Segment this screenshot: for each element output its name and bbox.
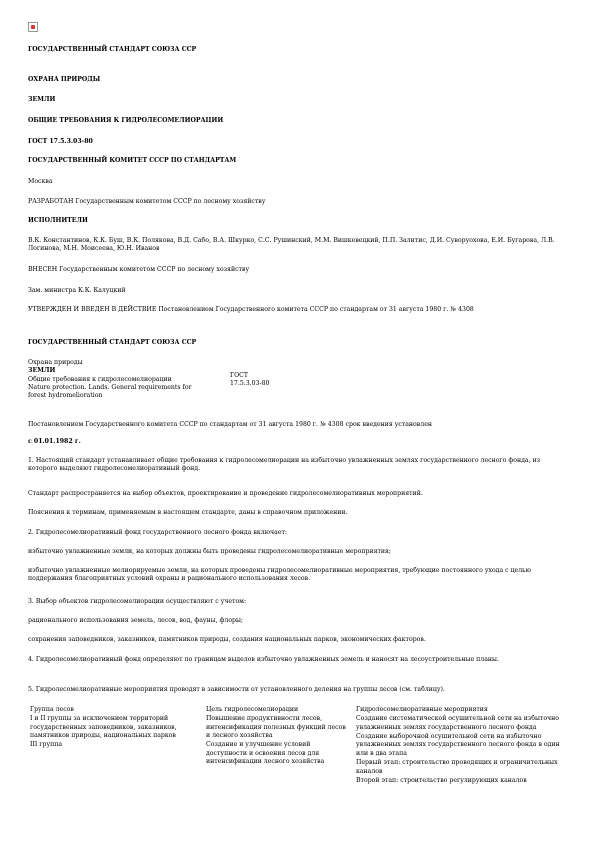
table-cell: Создание и улучшение условий доступности и освоения лесов для интенсификации лесного хозяйства (206, 741, 325, 766)
decree-text: Постановлением Государственного комитета СССР по стандартам от 31 августа 1980 г. № 4308 срок введения установлен (28, 421, 432, 428)
paragraph-1: 1. Настоящий стандарт устанавливает общие требования к гидролесомелиорации на избыточно увлажненных землях государственного лесного фонда, из которого выделяют гидролесомелиоративный фонд. (28, 457, 541, 473)
approval-statement: УТВЕРЖДЕН И ВВЕДЕН В ДЕЙСТВИЕ Постановлением Государственного комитета СССР по стандартам от 31 августа 1980 г. № 4308 (28, 306, 474, 313)
title-line-2: ЗЕМЛИ (28, 96, 56, 103)
table-cell: Повышение продуктивности лесов, интенсификация полезных функций лесов и лесного хозяйства (206, 715, 346, 740)
tb-gost-number: 17.5.3.03-80 (230, 380, 270, 388)
executors-label: ИСПОЛНИТЕЛИ (28, 217, 88, 224)
paragraph-2b: избыточно увлажненные мелиорируемые земли, на которых проведены гидролесомелиоративные мероприятия, требующие постоянного ухода с целью поддержания благоприятных условий охраны и рационального использования лесов. (28, 567, 531, 583)
tb-line-4: Nature protection. Lands. General requirements for (28, 384, 192, 392)
tb-line-1: Охрана природы (28, 359, 83, 366)
effective-date: с 01.01.1982 г. (28, 438, 81, 445)
paragraph-2: 2. Гидролесомелиоративный фонд государственного лесного фонда включает: (28, 529, 288, 536)
table-header-measures: Гидролесомелиоративные мероприятия (356, 706, 488, 713)
tb-line-3: Общие требования к гидролесомелиорации (28, 375, 172, 383)
paragraph-3b: сохранения заповедников, заказников, памятников природы, создания национальных парков, экономических факторов. (28, 636, 426, 643)
standard-union-heading-2: ГОСУДАРСТВЕННЫЙ СТАНДАРТ СОЮЗА ССР (28, 339, 197, 346)
city: Москва (28, 178, 53, 185)
title-line-1: ОХРАНА ПРИРОДЫ (28, 76, 101, 83)
title-block-left (28, 359, 228, 401)
table-cell: III группа (30, 741, 63, 749)
tb-gost-label: ГОСТ (230, 372, 249, 379)
table-col-measures (356, 706, 561, 786)
paragraph-1c: Пояснения к терминам, применяемым в настоящем стандарте, даны в справочном приложении. (28, 509, 348, 516)
paragraph-3: 3. Выбор объектов гидролесомелиорации осуществляют с учетом: (28, 598, 247, 605)
table-cell: I и II группы за исключением территорий государственных заповедников, заказников, памятников природы, национальных парков (30, 715, 177, 740)
table-cell: Создание выборочной осушительной сети на избыточно увлажненных землях государственного лесного фонда в один или в два этапа (356, 733, 560, 757)
table-col-forest-group (30, 706, 195, 751)
paragraph-1b: Стандарт распространяется на выбор объектов, проектирование и проведение гидролесомелиоративных мероприятий. (28, 490, 423, 497)
executors-list: В.К. Константинов, К.К. Буш, В.К. Полякова, В.Д. Сабо, В.А. Шкурко, С.С. Рушинский, М.М. Вишкевецкий, П.П. Залитис, Д.И. Суворуохова, Е.И. Бугарова, Л.В. Логинова, М.Н. Моисеева, Ю.Н. Иванов (28, 237, 555, 253)
deputy-minister: Зам. министра К.К. Калуцкий (28, 287, 126, 294)
tb-line-5: forest hydromelioration (28, 392, 103, 400)
table-cell: Второй этап: строительство регулирующих каналов (356, 776, 527, 784)
table-header-goal: Цель гидролесомелиорации (206, 706, 299, 713)
table-cell: Первый этап: строительство проводящих и ограничительных каналов (356, 759, 558, 775)
standard-union-heading: ГОСУДАРСТВЕННЫЙ СТАНДАРТ СОЮЗА ССР (28, 46, 197, 53)
paragraph-2a: избыточно увлажненные земли, на которых должны быть проведены гидролесомелиоративные мероприятия; (28, 548, 392, 555)
paragraph-5: 5. Гидролесомелиоративные мероприятия проводят в зависимости от установленного деления на группы лесов (см. таблицу). (28, 686, 445, 693)
broken-image-icon (28, 22, 38, 32)
paragraph-4: 4. Гидролесомелиоративный фонд определяют по границам выделов избыточно увлажненных земель и наносят на лесоустроительные планы. (28, 656, 499, 663)
gost-number: ГОСТ 17.5.3.03-80 (28, 138, 93, 145)
introduced-by: ВНЕСЕН Государственным комитетом СССР по лесному хозяйству (28, 266, 250, 273)
groups-table (30, 706, 570, 816)
paragraph-3a: рационального использования земель, лесов, вод, фауны, флоры; (28, 617, 244, 624)
table-cell: Создание систематической осушительной сети на избыточно увлажненных землях государственного лесного фонда (356, 715, 559, 731)
developed-by: РАЗРАБОТАН Государственным комитетом СССР по лесному хозяйству (28, 198, 266, 205)
committee-heading: ГОСУДАРСТВЕННЫЙ КОМИТЕТ СССР ПО СТАНДАРТАМ (28, 157, 237, 164)
title-block-right (230, 372, 270, 389)
table-col-goal (206, 706, 346, 768)
table-header-group: Группа лесов (30, 706, 74, 713)
title-line-3: ОБЩИЕ ТРЕБОВАНИЯ К ГИДРОЛЕСОМЕЛИОРАЦИИ (28, 117, 224, 124)
tb-line-2: ЗЕМЛИ (28, 367, 56, 375)
